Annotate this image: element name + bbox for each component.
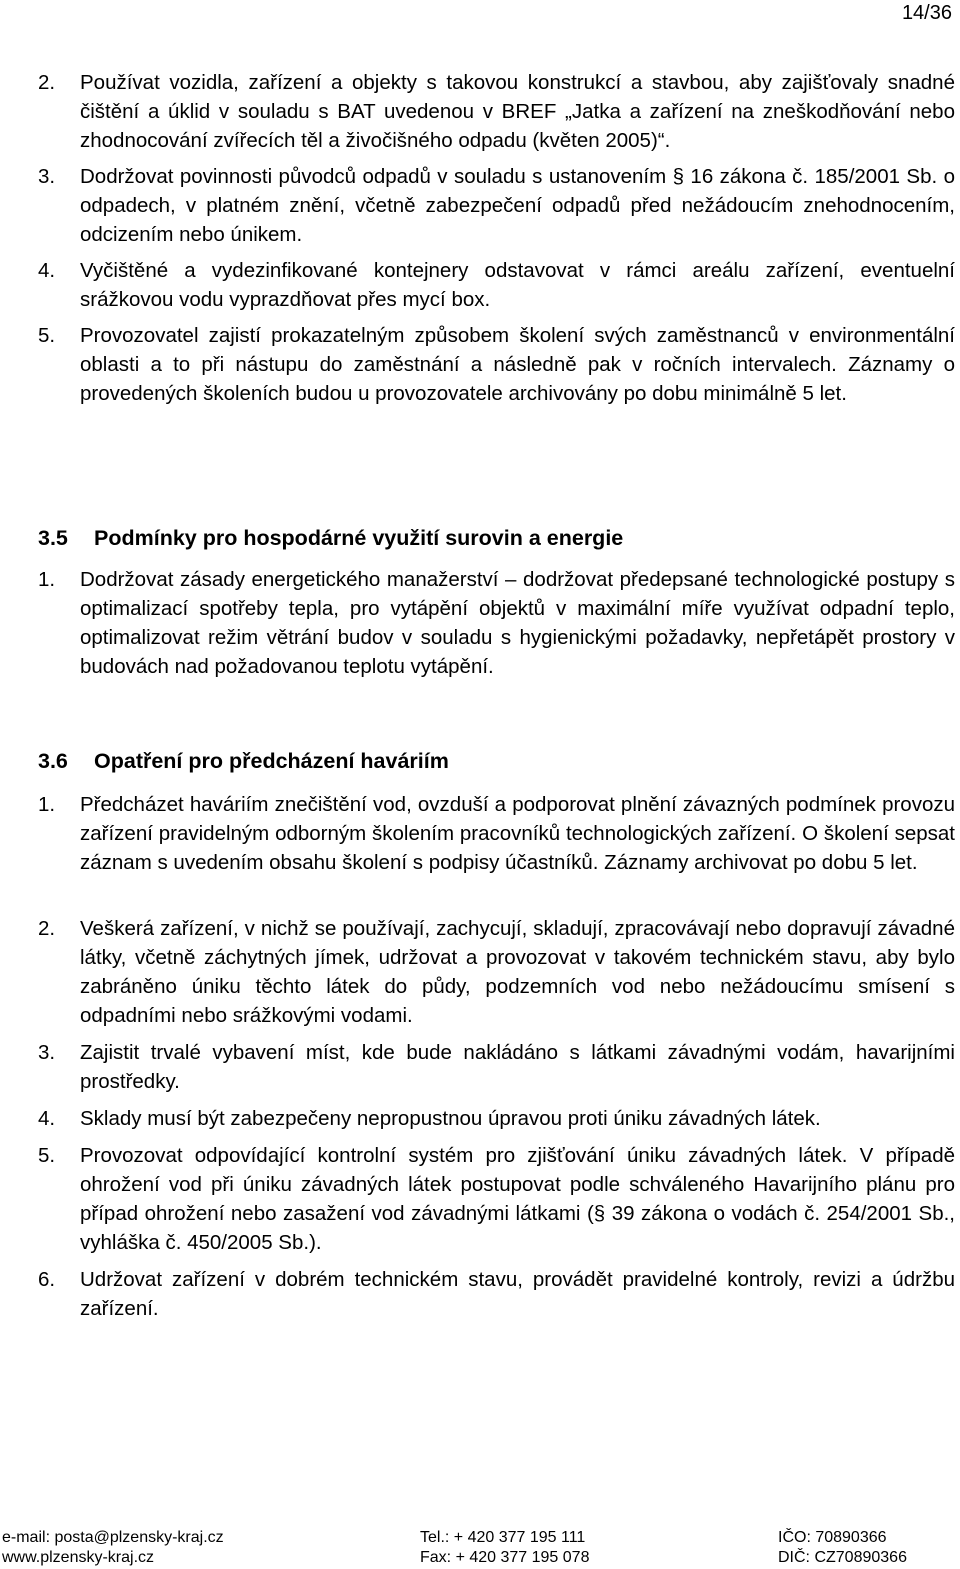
list-item xyxy=(38,1104,955,1133)
item-number: 4. xyxy=(38,259,56,282)
list-item xyxy=(38,162,955,249)
item-number: 2. xyxy=(38,71,56,94)
item-number: 1. xyxy=(38,793,56,816)
list-item xyxy=(38,790,955,877)
item-number: 5. xyxy=(38,1144,56,1167)
footer-fax: Fax: + 420 377 195 078 xyxy=(420,1549,590,1566)
item-number: 2. xyxy=(38,917,56,940)
list-item xyxy=(38,256,955,314)
list-item xyxy=(38,321,955,408)
footer-ico: IČO: 70890366 xyxy=(778,1529,887,1546)
list-item xyxy=(38,1038,955,1096)
section-a-list xyxy=(38,68,955,408)
item-number: 6. xyxy=(38,1268,56,1291)
page-number: 14/36 xyxy=(901,2,952,24)
section-heading-3-6 xyxy=(38,749,449,774)
footer-web[interactable]: www.plzensky-kraj.cz xyxy=(2,1549,155,1566)
footer-tel: Tel.: + 420 377 195 111 xyxy=(420,1529,586,1546)
heading-title: Opatření pro předcházení haváriím xyxy=(94,749,449,773)
item-text: Používat vozidla, zařízení a objekty s takovou konstrukcí a stavbou, aby zajišťovaly snadné čištění a úklid v souladu s BAT uvedenou v BREF „Jatka a zařízení na zneškodňování nebo zhodnocování zvířecích těl a živočišného odpadu (květen 2005)“. xyxy=(80,71,955,152)
list-item xyxy=(38,565,955,681)
section-3-5-list xyxy=(38,565,955,681)
item-text: Provozovatel zajistí prokazatelným způsobem školení svých zaměstnanců v environmentální oblasti a to při nástupu do zaměstnání a následně pak v ročních intervalech. Záznamy o provedených školeních budou u provozovatele archivovány po dobu minimálně 5 let. xyxy=(80,324,955,405)
item-number: 3. xyxy=(38,1041,56,1064)
list-item xyxy=(38,1141,955,1257)
item-text: Udržovat zařízení v dobrém technickém stavu, provádět pravidelné kontroly, revizi a údržbu zařízení. xyxy=(80,1268,955,1320)
item-text: Předcházet haváriím znečištění vod, ovzduší a podporovat plnění závazných podmínek provozu zařízení pravidelným odborným školením pracovníků technologických zařízení. O školení sepsat záznam s uvedením obsahu školení s podpisy účastníků. Záznamy archivovat po dobu 5 let. xyxy=(80,793,955,874)
heading-title: Podmínky pro hospodárné využití surovin a energie xyxy=(94,526,624,550)
footer-dic: DIČ: CZ70890366 xyxy=(778,1549,907,1566)
item-number: 1. xyxy=(38,568,56,591)
item-text: Sklady musí být zabezpečeny nepropustnou úpravou proti úniku závadných látek. xyxy=(80,1107,821,1130)
item-text: Dodržovat povinnosti původců odpadů v souladu s ustanovením § 16 zákona č. 185/2001 Sb. o odpadech, v platném znění, včetně zabezpečení odpadů před nežádoucím znehodnocením, odcizením nebo únikem. xyxy=(80,165,955,246)
list-item xyxy=(38,1265,955,1323)
footer-email[interactable]: e-mail: posta@plzensky-kraj.cz xyxy=(2,1529,224,1546)
heading-number: 3.6 xyxy=(38,749,68,773)
item-text: Dodržovat zásady energetického manažerství – dodržovat předepsané technologické postupy s optimalizací spotřeby tepla, pro vytápění objektů v maximální míře využívat odpadní teplo, optimalizovat režim větrání budov v souladu s hygienickými požadavky, nepřetápět prostory v budovách nad požadovanou teplotu vytápění. xyxy=(80,568,955,678)
item-text: Provozovat odpovídající kontrolní systém pro zjišťování úniku závadných látek. V případě ohrožení vod při úniku závadných látek postupovat podle schváleného Havarijního plánu pro případ ohrožení nebo zasažení vod závadnými látkami (§ 39 zákona o vodách č. 254/2001 Sb., vyhláška č. 450/2005 Sb.). xyxy=(80,1144,955,1254)
item-text: Vyčištěné a vydezinfikované kontejnery odstavovat v rámci areálu zařízení, eventuelní srážkovou vodu vyprazdňovat přes mycí box. xyxy=(80,259,955,311)
list-item xyxy=(38,68,955,155)
footer-phone xyxy=(420,1528,589,1568)
item-number: 3. xyxy=(38,165,56,188)
item-text: Zajistit trvalé vybavení míst, kde bude nakládáno s látkami závadnými vodám, havarijními prostředky. xyxy=(80,1041,955,1093)
item-number: 5. xyxy=(38,324,56,347)
item-text: Veškerá zařízení, v nichž se používají, zachycují, skladují, zpracovávají nebo dopravují závadné látky, včetně záchytných jímek, udržovat a provozovat v takovém technickém stavu, aby bylo zabráněno úniku těchto látek do půdy, podzemních vod nebo nežádoucímu smísení s odpadními nebo srážkovými vodami. xyxy=(80,917,955,1027)
list-item xyxy=(38,914,955,1030)
item-number: 4. xyxy=(38,1107,56,1130)
section-heading-3-5 xyxy=(38,526,623,551)
section-3-6-list xyxy=(38,790,955,1323)
footer-contact xyxy=(2,1528,224,1568)
footer-ids xyxy=(778,1528,907,1568)
heading-number: 3.5 xyxy=(38,526,68,550)
